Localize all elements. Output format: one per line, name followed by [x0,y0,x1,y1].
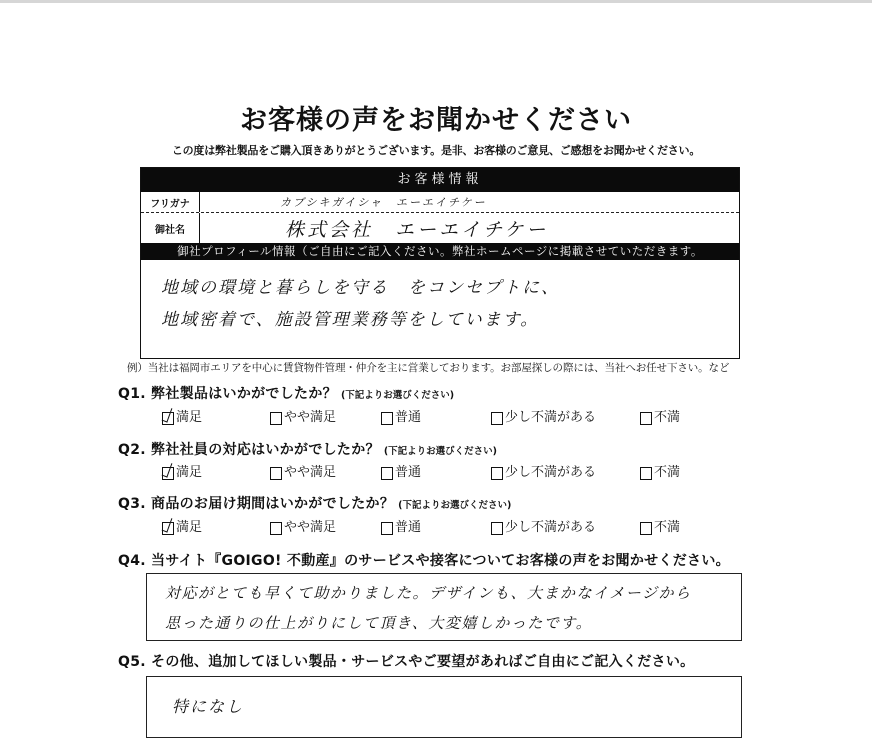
option-slightly-dissatisfied[interactable] [491,409,596,427]
option-dissatisfied[interactable] [640,409,680,427]
question-2-options [162,464,762,482]
question-text: Q1. 弊社製品はいかがでしたか？ [118,386,337,402]
question-5-answer-field[interactable] [146,676,742,738]
question-text: Q2. 弊社社員の対応はいかがでしたか？ [118,442,380,458]
option-dissatisfied[interactable] [640,519,680,537]
company-name-field[interactable]: 株式会社 エーエイチケー [285,218,549,241]
option-label: 少し不満がある [505,520,597,535]
answer-line: 特になし [172,697,245,716]
checkbox-icon[interactable] [491,412,503,425]
option-neutral[interactable] [381,519,421,537]
checkbox-icon[interactable] [640,522,652,535]
option-somewhat-satisfied[interactable] [270,519,336,537]
checkbox-icon[interactable] [381,467,393,480]
furigana-row [141,192,739,213]
profile-field[interactable] [141,260,739,336]
option-label: 少し不満がある [505,410,597,425]
option-neutral[interactable] [381,464,421,482]
checkbox-icon[interactable] [270,467,282,480]
checkbox-checked-icon[interactable] [162,522,174,535]
example-text: 例）当社は福岡市エリアを中心に賃貸物件管理・仲介を主に営業しております。お部屋探しの際には、当社へお任せ下さい。など [127,362,730,374]
answer-line: 思った通りの仕上がりにして頂き、大変嬉しかったです。 [165,614,593,632]
customer-info-header: お客様情報 [141,168,739,192]
question-4-title: Q4. 当サイト『GOIGO! 不動産』のサービスや接客についてお客様の声をお聞かせください。 [118,553,730,569]
checkbox-checked-icon[interactable] [162,412,174,425]
option-slightly-dissatisfied[interactable] [491,464,596,482]
option-label: 満足 [176,520,203,535]
option-slightly-dissatisfied[interactable] [491,519,596,537]
option-label: やや満足 [284,410,337,425]
form-title: お客様の声をお聞かせください [240,105,632,136]
question-hint: (下記よりお選びください) [398,500,512,511]
option-label: 普通 [395,520,422,535]
checkbox-icon[interactable] [640,412,652,425]
checkbox-icon[interactable] [270,522,282,535]
question-3-title [118,495,511,515]
option-label: 不満 [654,465,681,480]
checkbox-icon[interactable] [381,412,393,425]
option-label: 満足 [176,410,203,425]
option-neutral[interactable] [381,409,421,427]
question-3-options [162,519,762,537]
question-2-title [118,441,497,461]
company-label: 御社名 [141,213,200,243]
option-somewhat-satisfied[interactable] [270,464,336,482]
option-satisfied[interactable] [162,464,202,482]
question-4-answer-field[interactable] [146,573,742,641]
checkbox-icon[interactable] [381,522,393,535]
option-label: 満足 [176,465,203,480]
profile-header: 御社プロフィール情報（ご自由にご記入ください。弊社ホームページに掲載させていただきます。 [141,243,739,260]
option-label: やや満足 [284,465,337,480]
option-label: 不満 [654,520,681,535]
option-dissatisfied[interactable] [640,464,680,482]
question-hint: (下記よりお選びください) [340,390,455,401]
question-1-title [118,385,454,405]
checkbox-icon[interactable] [270,412,282,425]
question-hint: (下記よりお選びください) [383,446,498,457]
profile-line: 地域の環境と暮らしを守る をコンセプトに、 [161,278,560,298]
furigana-label: フリガナ [141,192,200,212]
option-label: 普通 [395,465,422,480]
option-label: 普通 [395,410,422,425]
checkbox-icon[interactable] [640,467,652,480]
company-row [141,213,739,243]
option-label: 不満 [654,410,681,425]
checkbox-icon[interactable] [491,522,503,535]
option-somewhat-satisfied[interactable] [270,409,336,427]
question-5-title: Q5. その他、追加してほしい製品・サービスやご要望があればご自由にご記入ください。 [118,654,695,670]
furigana-field[interactable]: カブシキガイシャ エーエイチケー [280,196,487,209]
option-satisfied[interactable] [162,409,202,427]
checkbox-icon[interactable] [491,467,503,480]
option-satisfied[interactable] [162,519,202,537]
profile-line: 地域密着で、施設管理業務等をしています。 [161,310,540,330]
option-label: やや満足 [284,520,337,535]
top-edge-strip [0,0,872,3]
option-label: 少し不満がある [505,465,597,480]
question-text: Q3. 商品のお届け期間はいかがでしたか？ [118,496,395,512]
form-subtitle: この度は弊社製品をご購入頂きありがとうございます。是非、お客様のご意見、ご感想をお聞かせください。 [171,144,701,157]
customer-info-table [140,167,740,359]
answer-line: 対応がとても早くて助かりました。デザインも、大まかなイメージから [165,584,692,602]
checkbox-checked-icon[interactable] [162,467,174,480]
question-1-options [162,409,762,427]
